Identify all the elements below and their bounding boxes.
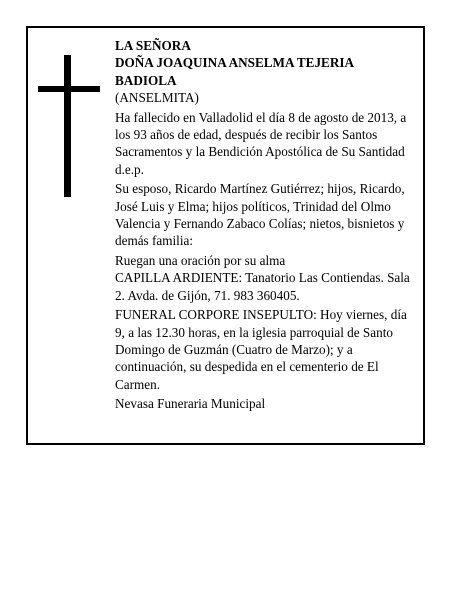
deceased-nickname: (ANSELMITA)	[115, 90, 199, 106]
obituary-text	[115, 37, 420, 413]
deceased-name-line-2: BADIOLA	[115, 72, 177, 88]
chapel-info: CAPILLA ARDIENTE: Tanatorio Las Contiendas. Sala 2. Avda. de Gijón, 71. 983 360405.	[115, 270, 410, 303]
dep-abbreviation: d.e.p.	[115, 161, 144, 177]
funeral-info: FUNERAL CORPORE INSEPULTO: Hoy viernes, día 9, a las 12.30 horas, en la iglesia parroquial de Santo Domingo de Guzmán (Cuatro de Marzo); y a continuación, su despedida en el cementerio de El Carmen.	[115, 307, 407, 392]
family-paragraph: Su esposo, Ricardo Martínez Gutiérrez; hijos, Ricardo, José Luis y Elma; hijos políticos, Trinidad del Olmo Valencia y Fernando Zabaco Colías; nietos, bisnietos y demás familia:	[115, 181, 405, 249]
deceased-name-line-1: DOÑA JOAQUINA ANSELMA TEJERIA	[115, 55, 355, 71]
funeral-home: Nevasa Funeraria Municipal	[115, 396, 266, 412]
prayer-request: Ruegan una oración por su alma	[115, 252, 286, 268]
title-line: LA SEÑORA	[115, 38, 191, 53]
cross-icon	[38, 55, 100, 197]
cross-vertical-bar	[64, 55, 71, 197]
cross-horizontal-bar	[38, 86, 100, 92]
death-paragraph: Ha fallecido en Valladolid el día 8 de agosto de 2013, a los 93 años de edad, después de recibir los Santos Sacramentos y la Bendición Apostólica de Su Santidad	[115, 109, 407, 160]
